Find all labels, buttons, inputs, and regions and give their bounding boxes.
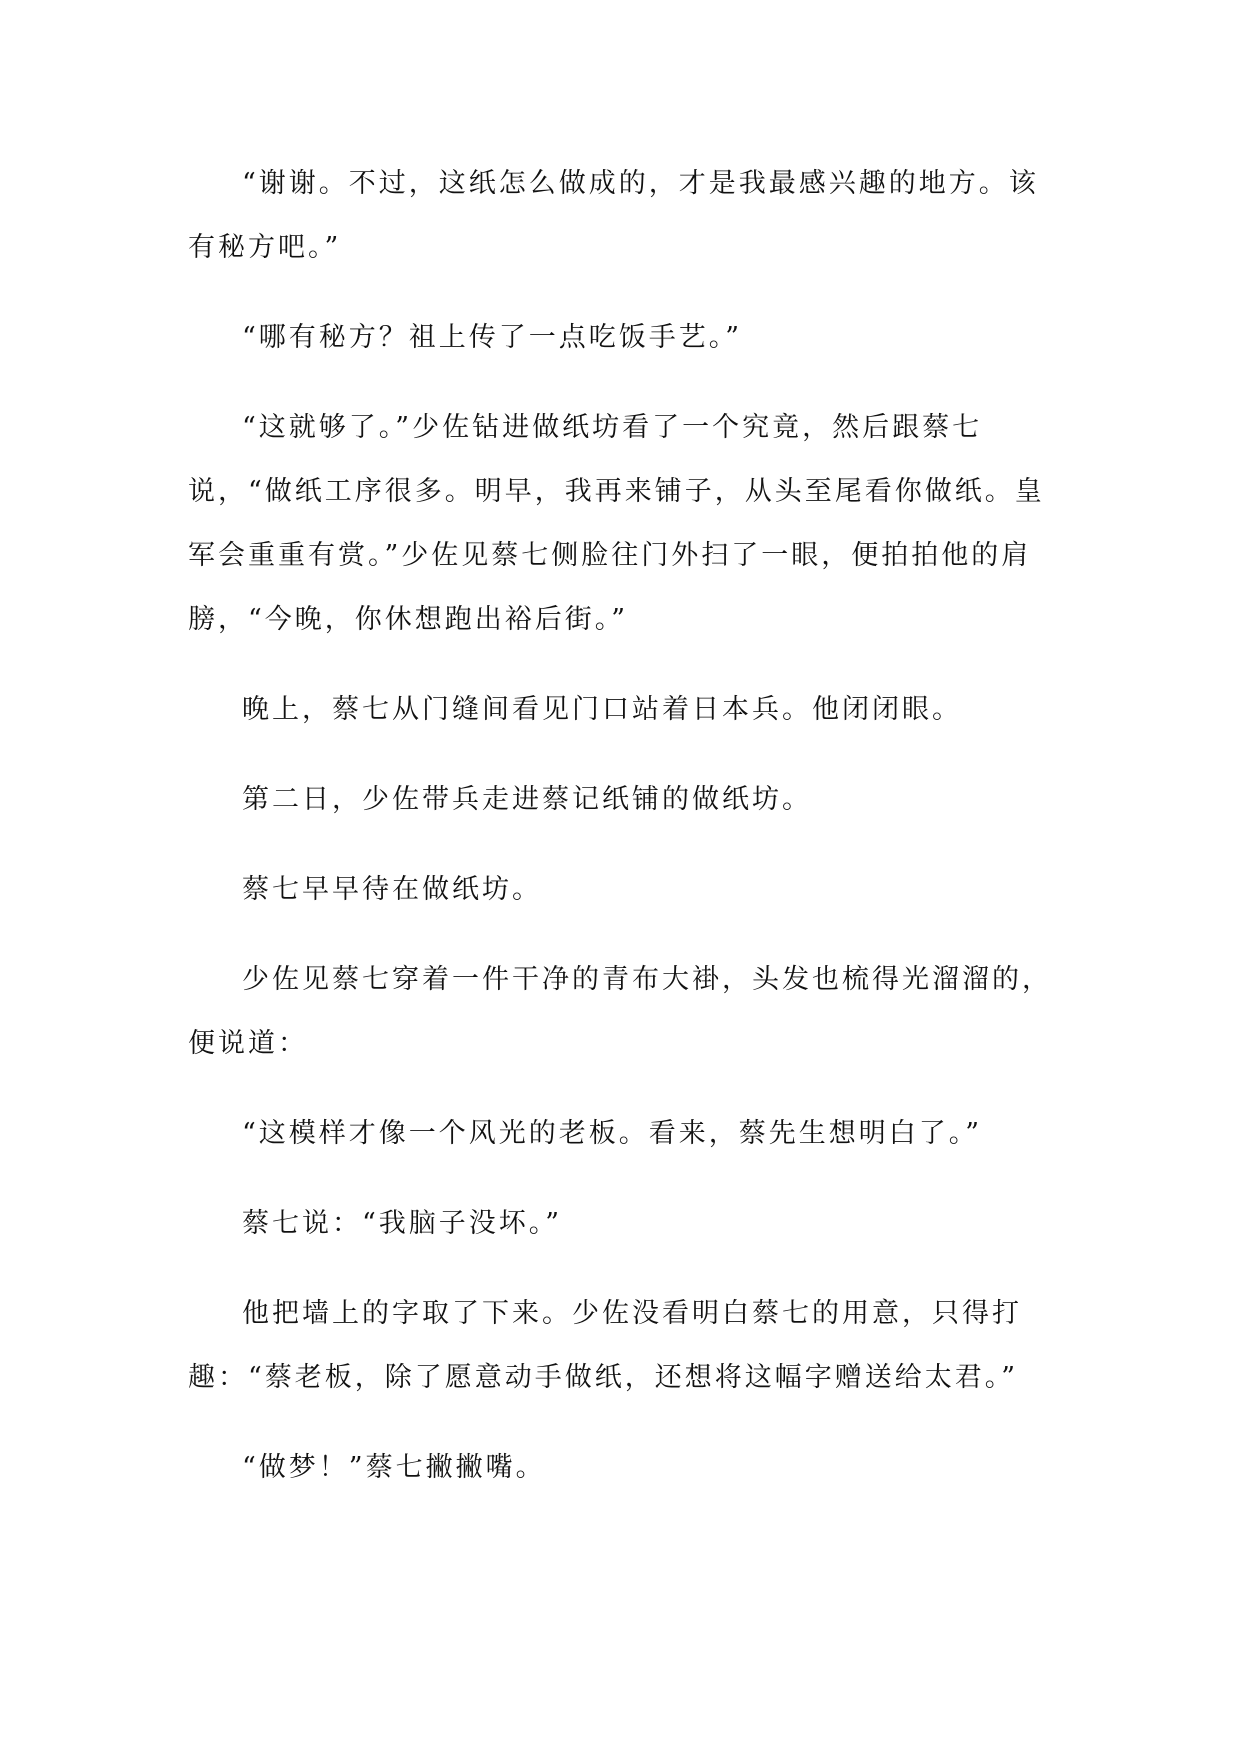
paragraph: “谢谢。不过，这纸怎么做成的，才是我最感兴趣的地方。该有秘方吧。” (188, 168, 1039, 263)
story-text (188, 152, 1068, 1526)
paragraph: “这就够了。”少佐钻进做纸坊看了一个究竟，然后跟蔡七说，“做纸工序很多。明早，我再来铺子，从头至尾看你做纸。皇军会重重有赏。”少佐见蔡七侧脸往门外扫了一眼，便拍拍他的肩膀，“今晚，你休想跑出裕后街。” (188, 412, 1045, 635)
paragraph: 蔡七说：“我脑子没坏。” (242, 1208, 563, 1239)
paragraph: 少佐见蔡七穿着一件干净的青布大褂，头发也梳得光溜溜的，便说道： (188, 964, 1052, 1059)
paragraph: 晚上，蔡七从门缝间看见门口站着日本兵。他闭闭眼。 (242, 694, 962, 725)
paragraph: “这模样才像一个风光的老板。看来，蔡先生想明白了。” (242, 1118, 983, 1149)
paragraph: 蔡七早早待在做纸坊。 (242, 874, 542, 905)
paragraph: 他把墙上的字取了下来。少佐没看明白蔡七的用意，只得打趣：“蔡老板，除了愿意动手做纸，还想将这幅字赠送给太君。” (188, 1298, 1022, 1393)
paragraph: 第二日，少佐带兵走进蔡记纸铺的做纸坊。 (242, 784, 812, 815)
paragraph: “做梦！”蔡七撇撇嘴。 (242, 1452, 546, 1483)
paragraph: “哪有秘方？祖上传了一点吃饭手艺。” (242, 322, 743, 353)
